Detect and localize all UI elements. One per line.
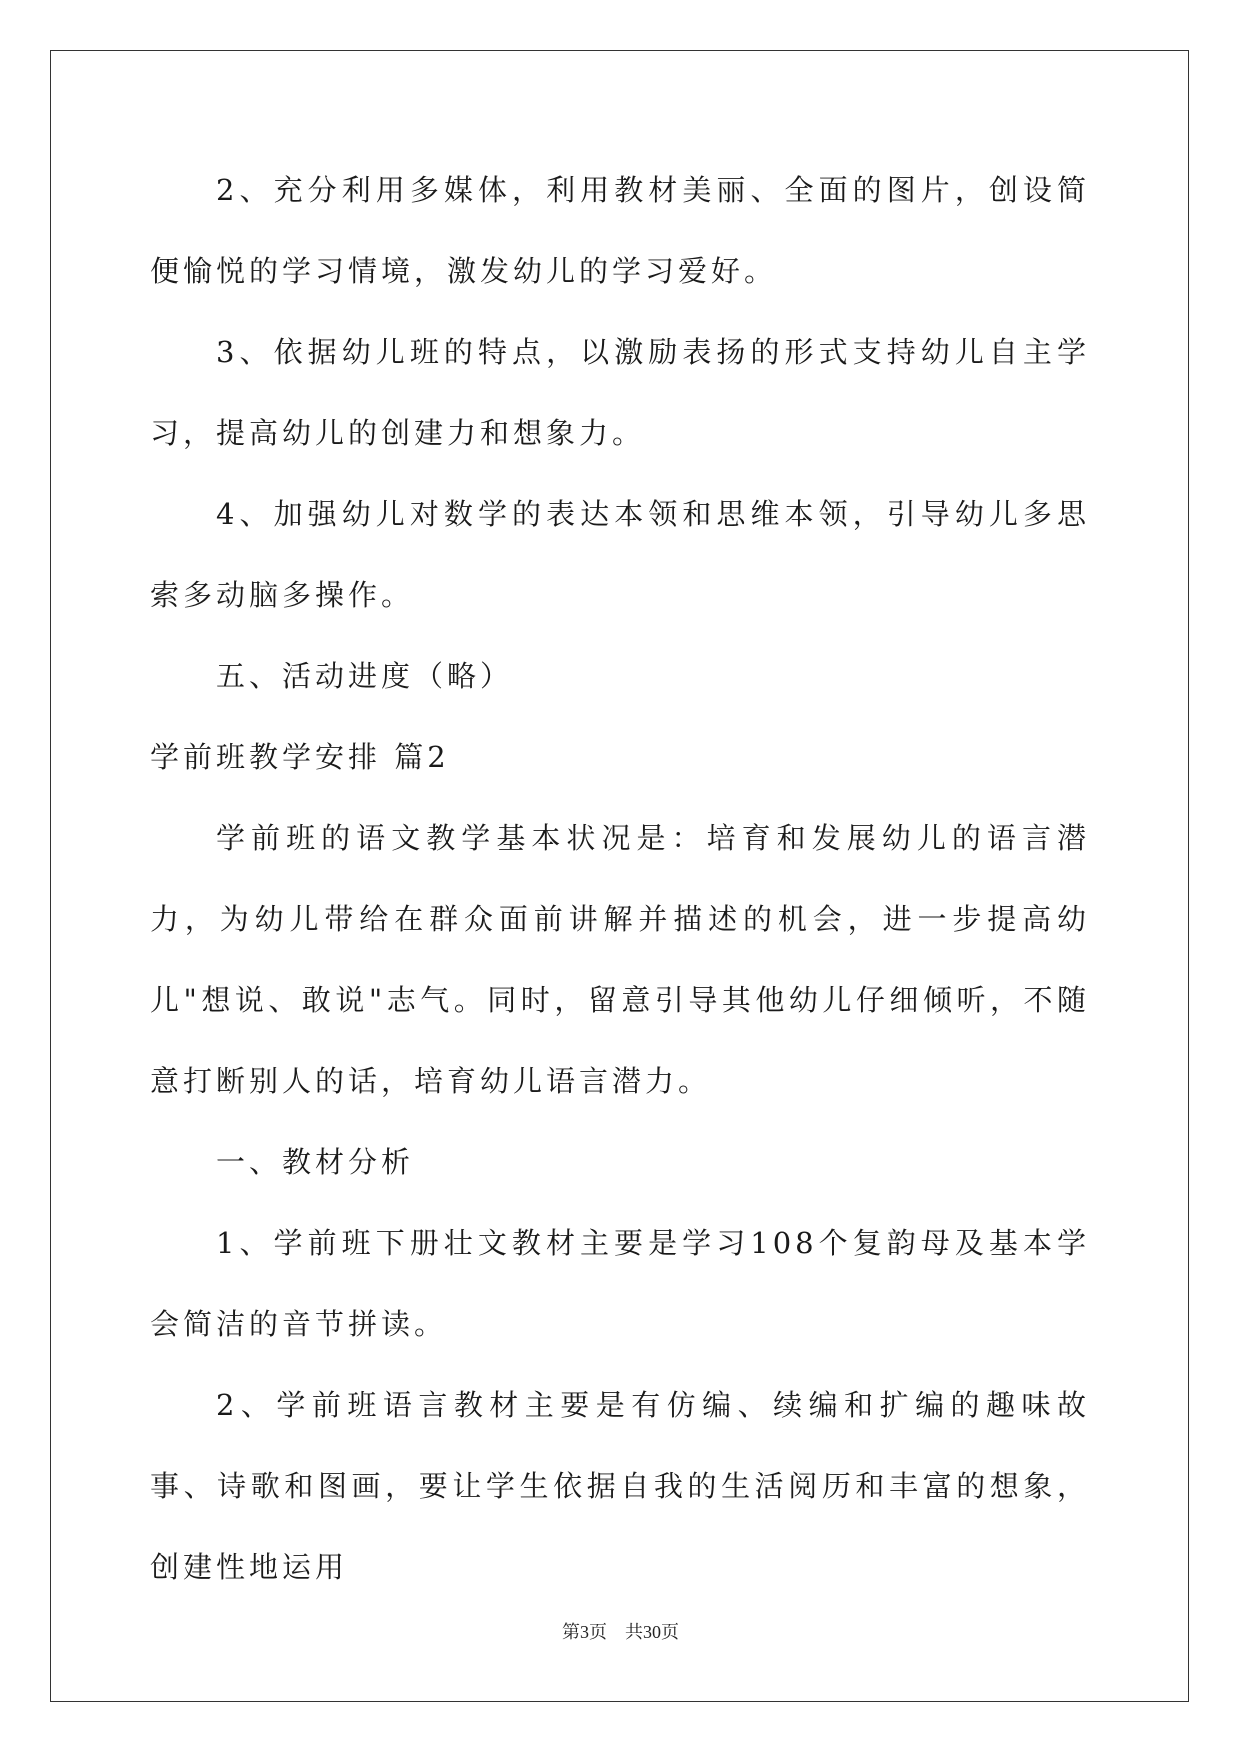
paragraph-intro: 学前班的语文教学基本状况是：培育和发展幼儿的语言潜力，为幼儿带给在群众面前讲解并描述的机会，进一步提高幼儿"想说、敢说"志气。同时，留意引导其他幼儿仔细倾听，不随意打断别人的话，培育幼儿语言潜力。: [150, 821, 1090, 1098]
paragraph-point-4: 4、加强幼儿对数学的表达本领和思维本领，引导幼儿多思索多动脑多操作。: [150, 497, 1090, 612]
page-total: 共30页: [625, 1622, 679, 1642]
paragraph-point-3: 3、依据幼儿班的特点，以激励表扬的形式支持幼儿自主学习，提高幼儿的创建力和想象力。: [150, 335, 1090, 450]
section-heading-analysis: 一、教材分析: [216, 1145, 415, 1179]
page-footer: [0, 1618, 1241, 1644]
article-title: 学前班教学安排 篇2: [150, 740, 450, 774]
paragraph-analysis-2: 2、学前班语言教材主要是有仿编、续编和扩编的趣味故事、诗歌和图画，要让学生依据自我的生活阅历和丰富的想象，创建性地运用: [150, 1388, 1090, 1584]
document-body: [150, 150, 1090, 1608]
page-number: 第3页: [562, 1622, 607, 1642]
paragraph-analysis-1: 1、学前班下册壮文教材主要是学习108个复韵母及基本学会简洁的音节拼读。: [150, 1226, 1090, 1341]
section-heading-progress: 五、活动进度（略）: [216, 659, 514, 693]
paragraph-point-2: 2、充分利用多媒体，利用教材美丽、全面的图片，创设简便愉悦的学习情境，激发幼儿的学习爱好。: [150, 173, 1090, 288]
